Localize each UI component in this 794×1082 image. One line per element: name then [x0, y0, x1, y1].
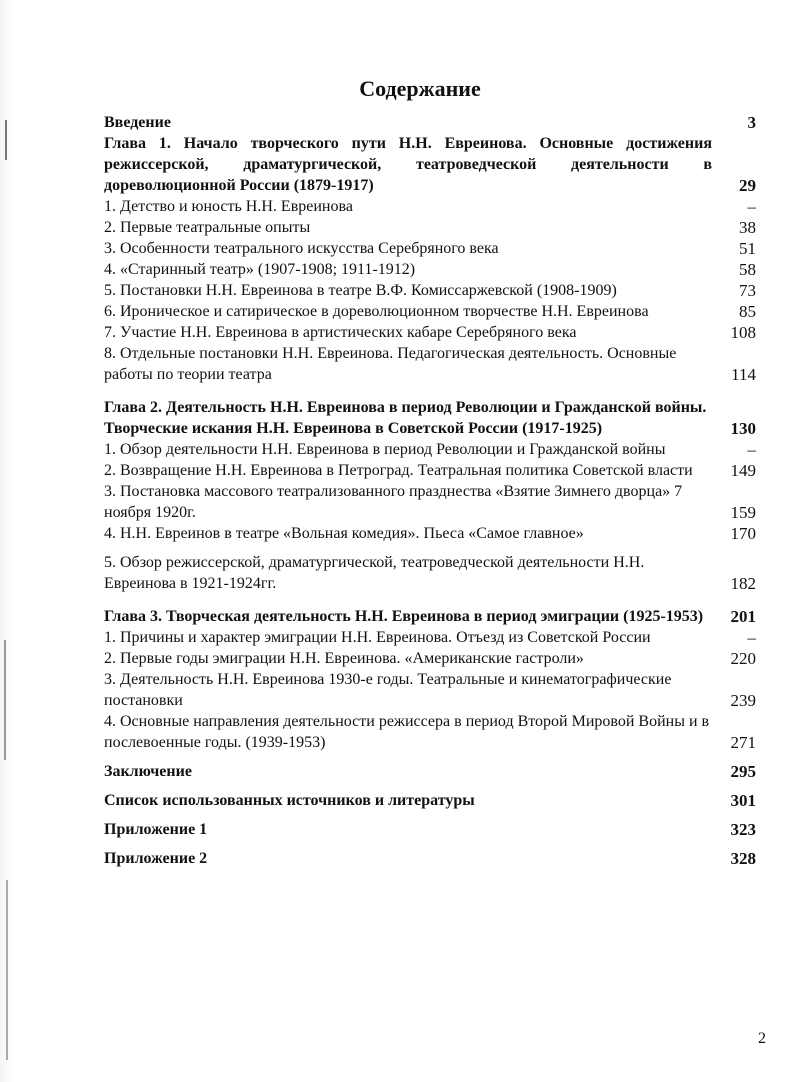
toc-entry-page: 271 — [730, 733, 756, 752]
toc-entry-page: 73 — [739, 281, 756, 300]
scan-artifact — [4, 640, 6, 760]
toc-entry-appendix-2 — [104, 848, 756, 869]
toc-entry — [104, 523, 756, 544]
scan-artifact — [5, 120, 7, 160]
toc-entry-title: 4. «Старинный театр» (1907-1908; 1911-1912) — [104, 261, 416, 278]
page-title: Содержание — [359, 76, 481, 101]
toc-entry-page: 114 — [731, 365, 756, 384]
toc-entry — [104, 280, 756, 301]
toc-entry — [104, 238, 756, 259]
toc-entry-title: 4. Н.Н. Евреинов в театре «Вольная комедия». Пьеса «Самое главное» — [104, 525, 584, 542]
toc-entry — [104, 552, 756, 594]
toc-entry — [104, 648, 756, 669]
toc-entry-page: – — [747, 628, 756, 647]
toc-entry — [104, 669, 756, 711]
toc-entry-title: 3. Деятельность Н.Н. Евреинова 1930-е годы. Театральные и кинематографические постановки — [104, 671, 672, 709]
toc-entry-page: 239 — [730, 691, 756, 710]
toc-entry-page: 323 — [730, 820, 756, 839]
toc-entry — [104, 196, 756, 217]
toc-entry — [104, 259, 756, 280]
toc-entry-page: 159 — [730, 503, 756, 522]
toc-entry-page: 85 — [739, 302, 756, 321]
toc-entry-title: 5. Постановки Н.Н. Евреинова в театре В.Ф. Комиссаржевской (1908-1909) — [104, 282, 617, 299]
toc-entry-appendix-1 — [104, 819, 756, 840]
toc-entry-title: 5. Обзор режиссерской, драматургической, театроведческой деятельности Н.Н. Евреинова в 1921-1924гг. — [104, 554, 645, 592]
toc-entry-title: 1. Обзор деятельности Н.Н. Евреинова в период Революции и Гражданской войны — [104, 441, 666, 458]
toc-entry-chapter-2 — [104, 397, 756, 439]
toc-entry-title: Приложение 1 — [104, 821, 208, 838]
toc-entry — [104, 460, 756, 481]
toc-entry-title: Список использованных источников и литературы — [104, 792, 475, 809]
toc-entry-page: 51 — [739, 239, 756, 258]
toc-entry-title: 2. Возвращение Н.Н. Евреинова в Петроград. Театральная политика Советской власти — [104, 462, 693, 479]
toc-entry — [104, 343, 756, 385]
toc-entry-title: 6. Ироническое и сатирическое в дореволюционном творчестве Н.Н. Евреинова — [104, 303, 649, 320]
toc-entry-page: 58 — [739, 260, 756, 279]
toc-entry — [104, 711, 756, 753]
toc-entry-page: 108 — [730, 323, 756, 342]
toc-entry-title: 1. Детство и юность Н.Н. Евреинова — [104, 198, 353, 215]
toc-entry-chapter-3 — [104, 606, 756, 627]
scan-artifact — [6, 880, 8, 1060]
toc-entry-page: 29 — [739, 176, 756, 195]
toc-entry-page: – — [747, 197, 756, 216]
toc-entry-title: Приложение 2 — [104, 850, 208, 867]
toc-entry — [104, 627, 756, 648]
toc-entry-page: 149 — [730, 461, 756, 480]
toc-entry-page: 182 — [730, 574, 756, 593]
toc-entry — [104, 322, 756, 343]
toc-entry-title: 3. Постановка массового театрализованного празднества «Взятие Зимнего дворца» 7 ноября 1920г. — [104, 483, 683, 521]
toc-entry-bibliography — [104, 790, 756, 811]
toc-entry-page: – — [747, 440, 756, 459]
toc-entry-title: 8. Отдельные постановки Н.Н. Евреинова. Педагогическая деятельность. Основные работы по теории театра — [104, 345, 677, 383]
toc-entry-introduction — [104, 112, 756, 133]
toc-entry — [104, 301, 756, 322]
toc-entry — [104, 481, 756, 523]
toc-entry-title: 1. Причины и характер эмиграции Н.Н. Евреинова. Отъезд из Советской России — [104, 629, 651, 646]
toc-entry-page: 3 — [747, 113, 756, 132]
toc-entry-title: Введение — [104, 114, 171, 131]
toc-entry — [104, 217, 756, 238]
toc-entry-title: 7. Участие Н.Н. Евреинова в артистических кабаре Серебряного века — [104, 324, 577, 341]
toc-entry-page: 130 — [730, 419, 756, 438]
toc-entry-title: 4. Основные направления деятельности режиссера в период Второй Мировой Войны и в послевоенные годы. (1939-1953) — [104, 713, 710, 751]
toc-entry-conclusion — [104, 761, 756, 782]
toc-entry-title: 3. Особенности театрального искусства Серебряного века — [104, 240, 499, 257]
toc-entry-page: 38 — [739, 218, 756, 237]
toc-entry-page: 301 — [730, 791, 756, 810]
toc-entry-chapter-1 — [104, 133, 756, 196]
toc-entry-page: 201 — [730, 607, 756, 626]
toc-entry-title: Глава 2. Деятельность Н.Н. Евреинова в период Революции и Гражданской войны. Творческие искания Н.Н. Евреинова в Советской России (1917-1925) — [104, 399, 707, 437]
toc-entry-title: 2. Первые годы эмиграции Н.Н. Евреинова. «Американские гастроли» — [104, 650, 584, 667]
toc-entry-page: 295 — [730, 762, 756, 781]
toc-entry-page: 170 — [730, 524, 756, 543]
toc-entry-page: 220 — [730, 649, 756, 668]
toc-entry — [104, 439, 756, 460]
toc-entry-title: Заключение — [104, 763, 192, 780]
toc-entry-title: 2. Первые театральные опыты — [104, 219, 311, 236]
toc-entry-page: 328 — [730, 849, 756, 868]
table-of-contents — [104, 112, 756, 869]
toc-entry-title: Глава 1. Начало творческого пути Н.Н. Евреинова. Основные достижения режиссерской, драматургической, театроведческой деятельности в дореволюционной России (1879-1917) — [104, 135, 712, 194]
page-number: 2 — [758, 1030, 766, 1047]
toc-entry-title: Глава 3. Творческая деятельность Н.Н. Евреинова в период эмиграции (1925-1953) — [104, 608, 704, 625]
